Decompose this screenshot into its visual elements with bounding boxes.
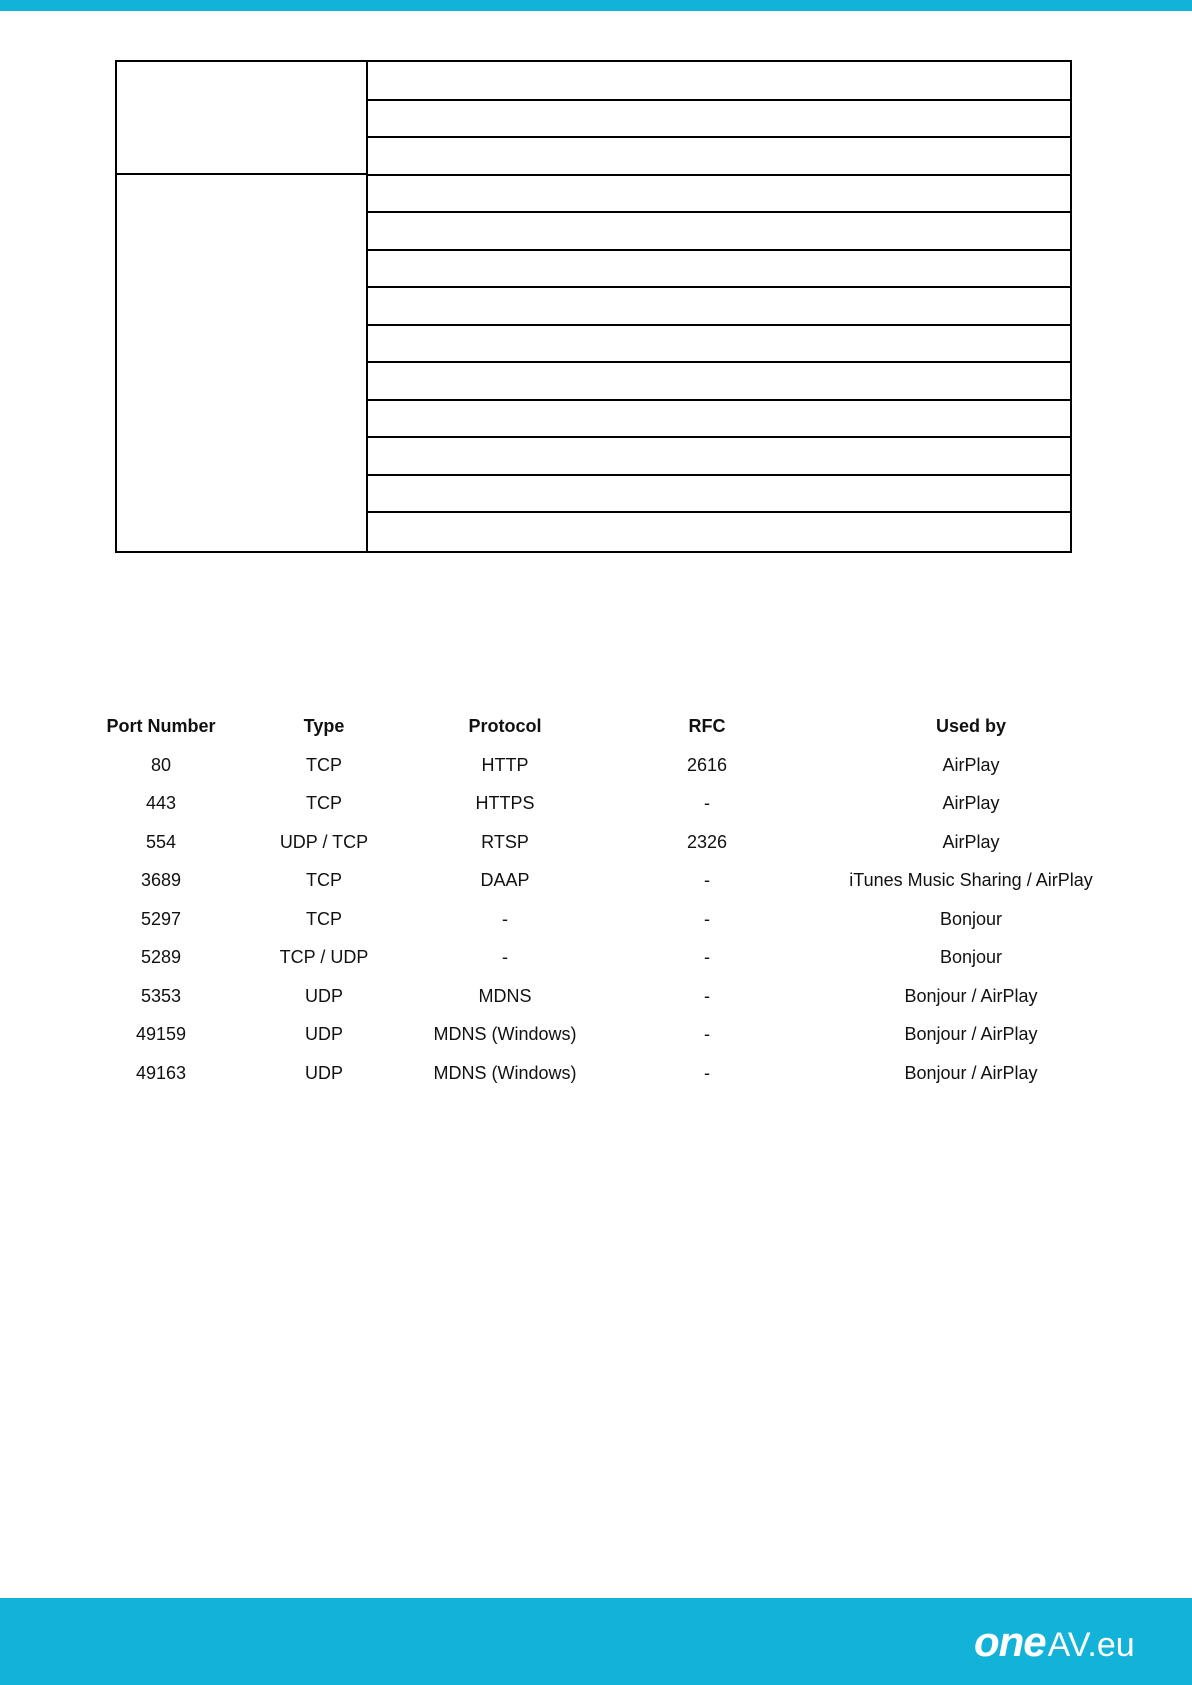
cell-protocol: MDNS bbox=[478, 985, 532, 1006]
cell-protocol: DAAP bbox=[480, 870, 530, 891]
cell-port-number: 49159 bbox=[135, 1024, 187, 1045]
cell-port-number: 443 bbox=[145, 793, 177, 814]
port-table-header-row bbox=[88, 706, 1124, 746]
cell-protocol: MDNS (Windows) bbox=[433, 1024, 577, 1045]
header-port-number: Port Number bbox=[106, 715, 216, 736]
empty-spec-table-row-divider bbox=[368, 436, 1070, 438]
cell-used-by: AirPlay bbox=[942, 754, 1000, 775]
cell-type: TCP bbox=[306, 793, 342, 814]
table-row bbox=[88, 746, 1124, 785]
header-type: Type bbox=[303, 715, 345, 736]
empty-spec-table-row-divider bbox=[368, 211, 1070, 213]
cell-used-by: Bonjour bbox=[939, 908, 1003, 929]
logo-av-eu-text: AV.eu bbox=[1047, 1626, 1135, 1664]
cell-rfc: - bbox=[704, 908, 710, 929]
empty-spec-table-row-divider bbox=[368, 136, 1070, 138]
table-row bbox=[88, 939, 1124, 978]
table-row bbox=[88, 1054, 1124, 1093]
empty-spec-table-row-divider bbox=[368, 399, 1070, 401]
cell-type: UDP / TCP bbox=[279, 831, 369, 852]
cell-port-number: 80 bbox=[150, 754, 172, 775]
empty-spec-table-row-divider bbox=[368, 474, 1070, 476]
table-row bbox=[88, 1016, 1124, 1055]
cell-used-by: AirPlay bbox=[942, 831, 1000, 852]
empty-spec-table-row-divider bbox=[368, 99, 1070, 101]
cell-type: UDP bbox=[304, 1062, 343, 1083]
cell-rfc: - bbox=[704, 1024, 710, 1045]
cell-protocol: MDNS (Windows) bbox=[433, 1062, 577, 1083]
cell-rfc: - bbox=[704, 870, 710, 891]
cell-port-number: 5353 bbox=[140, 985, 182, 1006]
cell-used-by: Bonjour / AirPlay bbox=[904, 1062, 1038, 1083]
cell-protocol: HTTP bbox=[481, 754, 529, 775]
empty-spec-table-row-divider bbox=[368, 286, 1070, 288]
cell-protocol: - bbox=[502, 908, 508, 929]
cell-type: TCP bbox=[306, 754, 342, 775]
cell-type: TCP bbox=[306, 908, 342, 929]
empty-spec-table-row-divider bbox=[368, 174, 1070, 176]
cell-used-by: iTunes Music Sharing / AirPlay bbox=[849, 870, 1093, 891]
header-used-by: Used by bbox=[935, 715, 1007, 736]
cell-rfc: - bbox=[704, 793, 710, 814]
cell-protocol: RTSP bbox=[481, 831, 529, 852]
cell-rfc: - bbox=[704, 1062, 710, 1083]
cell-rfc: 2616 bbox=[686, 754, 728, 775]
cell-port-number: 3689 bbox=[140, 870, 182, 891]
cell-rfc: 2326 bbox=[686, 831, 728, 852]
oneav-logo bbox=[974, 1618, 1135, 1668]
header-protocol: Protocol bbox=[468, 715, 542, 736]
logo-one-text: one bbox=[974, 1618, 1046, 1665]
cell-used-by: AirPlay bbox=[942, 793, 1000, 814]
empty-spec-table-row-divider bbox=[368, 324, 1070, 326]
table-row bbox=[88, 862, 1124, 901]
table-row bbox=[88, 785, 1124, 824]
cell-used-by: Bonjour bbox=[939, 947, 1003, 968]
cell-port-number: 554 bbox=[145, 831, 177, 852]
cell-rfc: - bbox=[704, 947, 710, 968]
header-rfc: RFC bbox=[688, 715, 726, 736]
cell-type: UDP bbox=[304, 985, 343, 1006]
cell-rfc: - bbox=[704, 985, 710, 1006]
cell-used-by: Bonjour / AirPlay bbox=[904, 985, 1038, 1006]
empty-spec-table-right-column bbox=[368, 62, 1070, 551]
empty-spec-table-group-divider bbox=[117, 173, 368, 175]
cell-port-number: 5289 bbox=[140, 947, 182, 968]
empty-spec-table-row-divider bbox=[368, 511, 1070, 513]
empty-spec-table-row-divider bbox=[368, 361, 1070, 363]
table-row bbox=[88, 977, 1124, 1016]
cell-type: TCP bbox=[306, 870, 342, 891]
port-table bbox=[88, 706, 1124, 1093]
empty-spec-table-row-divider bbox=[368, 249, 1070, 251]
cell-type: TCP / UDP bbox=[279, 947, 369, 968]
cell-type: UDP bbox=[304, 1024, 343, 1045]
top-accent-bar bbox=[0, 0, 1192, 11]
cell-protocol: - bbox=[502, 947, 508, 968]
empty-spec-table-left-column bbox=[117, 62, 368, 551]
cell-protocol: HTTPS bbox=[475, 793, 535, 814]
table-row bbox=[88, 900, 1124, 939]
cell-port-number: 5297 bbox=[140, 908, 182, 929]
cell-port-number: 49163 bbox=[135, 1062, 187, 1083]
cell-used-by: Bonjour / AirPlay bbox=[904, 1024, 1038, 1045]
empty-spec-table bbox=[115, 60, 1072, 553]
table-row bbox=[88, 823, 1124, 862]
